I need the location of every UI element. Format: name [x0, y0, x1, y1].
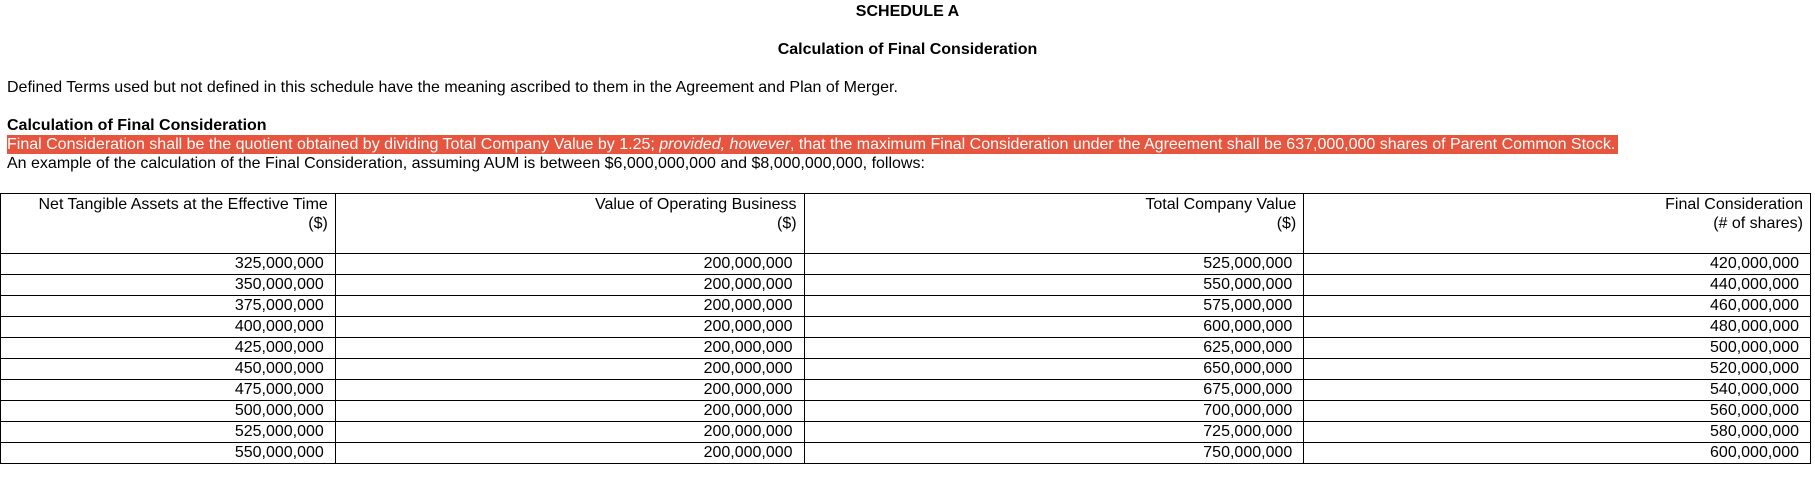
highlight-text-part1: Final Consideration shall be the quotient obtained by dividing Total Company Value by 1.25;	[7, 136, 660, 153]
header-unit: ($)	[308, 215, 328, 232]
cell-net-tangible-assets: 450,000,000	[1, 359, 336, 380]
header-total-company-value	[804, 194, 1304, 254]
cell-total-company-value: 725,000,000	[804, 422, 1304, 443]
table-row	[1, 401, 1811, 422]
cell-total-company-value: 625,000,000	[804, 338, 1304, 359]
cell-total-company-value: 600,000,000	[804, 317, 1304, 338]
header-label: Value of Operating Business	[594, 196, 797, 213]
cell-total-company-value: 525,000,000	[804, 254, 1304, 275]
header-label: Total Company Value	[1145, 196, 1297, 213]
cell-total-company-value: 750,000,000	[804, 443, 1304, 464]
cell-value-operating-business: 200,000,000	[335, 275, 804, 296]
section-heading: Calculation of Final Consideration	[7, 117, 267, 134]
table-row	[1, 443, 1811, 464]
table-row	[1, 338, 1811, 359]
cell-final-consideration: 580,000,000	[1304, 422, 1811, 443]
table-row	[1, 359, 1811, 380]
cell-final-consideration: 600,000,000	[1304, 443, 1811, 464]
header-unit: ($)	[777, 215, 797, 232]
defined-terms-paragraph: Defined Terms used but not defined in this schedule have the meaning ascribed to them in the Agreement and Plan of Merger.	[7, 79, 898, 96]
table-row	[1, 254, 1811, 275]
table-header-row	[1, 194, 1811, 254]
cell-final-consideration: 460,000,000	[1304, 296, 1811, 317]
header-unit: (# of shares)	[1713, 215, 1803, 232]
cell-net-tangible-assets: 325,000,000	[1, 254, 336, 275]
cell-final-consideration: 540,000,000	[1304, 380, 1811, 401]
header-unit: ($)	[1276, 215, 1297, 232]
cell-net-tangible-assets: 550,000,000	[1, 443, 336, 464]
consideration-table	[0, 193, 1811, 464]
cell-total-company-value: 650,000,000	[804, 359, 1304, 380]
cell-net-tangible-assets: 500,000,000	[1, 401, 336, 422]
highlighted-consideration-text	[7, 135, 1618, 154]
table-row	[1, 422, 1811, 443]
highlight-text-part2: , that the maximum Final Consideration under the Agreement shall be 637,000,000 shares of Parent Common Stock.	[790, 136, 1616, 153]
schedule-title: SCHEDULE A	[855, 3, 960, 20]
cell-total-company-value: 575,000,000	[804, 296, 1304, 317]
header-label: Final Consideration	[1665, 196, 1803, 213]
cell-value-operating-business: 200,000,000	[335, 401, 804, 422]
cell-total-company-value: 675,000,000	[804, 380, 1304, 401]
table-row	[1, 380, 1811, 401]
cell-net-tangible-assets: 375,000,000	[1, 296, 336, 317]
cell-value-operating-business: 200,000,000	[335, 443, 804, 464]
highlight-text-italic: provided, however	[659, 136, 791, 153]
cell-net-tangible-assets: 400,000,000	[1, 317, 336, 338]
header-final-consideration	[1304, 194, 1811, 254]
cell-final-consideration: 520,000,000	[1304, 359, 1811, 380]
cell-value-operating-business: 200,000,000	[335, 254, 804, 275]
cell-final-consideration: 480,000,000	[1304, 317, 1811, 338]
cell-value-operating-business: 200,000,000	[335, 317, 804, 338]
cell-net-tangible-assets: 425,000,000	[1, 338, 336, 359]
cell-value-operating-business: 200,000,000	[335, 422, 804, 443]
cell-final-consideration: 420,000,000	[1304, 254, 1811, 275]
cell-total-company-value: 550,000,000	[804, 275, 1304, 296]
cell-final-consideration: 440,000,000	[1304, 275, 1811, 296]
table-row	[1, 275, 1811, 296]
cell-final-consideration: 500,000,000	[1304, 338, 1811, 359]
cell-total-company-value: 700,000,000	[804, 401, 1304, 422]
cell-value-operating-business: 200,000,000	[335, 338, 804, 359]
cell-final-consideration: 560,000,000	[1304, 401, 1811, 422]
cell-value-operating-business: 200,000,000	[335, 380, 804, 401]
calculation-title: Calculation of Final Consideration	[777, 41, 1038, 58]
cell-net-tangible-assets: 350,000,000	[1, 275, 336, 296]
example-paragraph: An example of the calculation of the Final Consideration, assuming AUM is between $6,000,000,000 and $8,000,000,000, follows:	[7, 155, 925, 172]
table-row	[1, 296, 1811, 317]
cell-net-tangible-assets: 475,000,000	[1, 380, 336, 401]
header-label: Net Tangible Assets at the Effective Time	[38, 196, 328, 213]
table-row	[1, 317, 1811, 338]
cell-value-operating-business: 200,000,000	[335, 359, 804, 380]
header-net-tangible-assets	[1, 194, 336, 254]
header-value-operating-business	[335, 194, 804, 254]
cell-value-operating-business: 200,000,000	[335, 296, 804, 317]
cell-net-tangible-assets: 525,000,000	[1, 422, 336, 443]
